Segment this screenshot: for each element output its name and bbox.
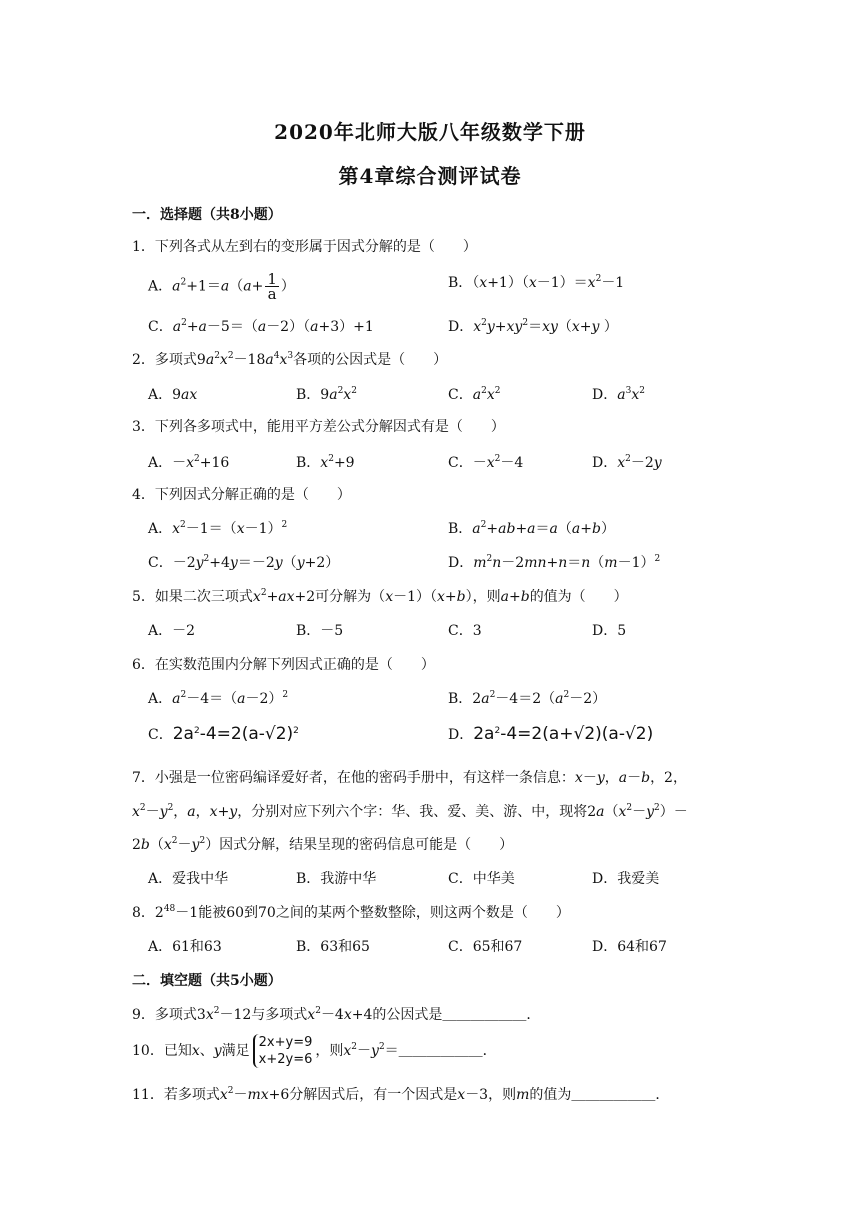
question-3-option-b: B．$x^2+9$ [296,454,355,471]
question-5-option-d: D．5 [592,623,627,639]
question-10: 10．已知x、y满足 2x+y=9 x+2y=6 ，则$x^2-y^2=\_\_\_\_\_\_$． [132,1035,497,1067]
question-5-option-c: C．3 [448,623,482,639]
question-5-stem: 5．如果二次三项式$x^2+ax+2$可分解为（x－1）（x+b），则a+b的值为（ ） [132,588,628,605]
question-5-option-b: B．－5 [296,623,344,639]
question-2-option-b: B．$9a^2x^2$ [296,386,357,403]
question-4-option-b: B．$a^2+ab+a=a(a+b)$ [448,520,615,537]
question-4-stem: 4．下列因式分解正确的是（ ） [132,487,351,503]
question-6-option-c: C．$2a^2-4=2(a-√2)^2$ [148,724,299,744]
question-4-option-a: A．$x^2-1=(x-1)^2$ [148,520,288,537]
question-4-option-c: C．$-2y^2+4y=-2y(y+2)$ [148,554,340,571]
question-6-option-d: D．$2a^2-4=2(a+√2)(a-√2)$ [448,724,654,744]
question-5-option-a: A．－2 [148,623,196,639]
question-2-option-c: C．$a^2x^2$ [448,386,501,403]
question-7-option-a: A．爱我中华 [148,871,229,887]
question-6-option-b: B．$2a^2-4=2(a^2-2)$ [448,690,607,707]
question-3-option-c: C．$-x^2-4$ [448,454,524,471]
question-7-line-1: 7．小强是一位密码编译爱好者，在他的密码手册中，有这样一条信息：x－y，a－b，2， [132,770,687,786]
question-11: 11．若多项式$x^2-mx+6$分解因式后，有一个因式是x－3，则m的值为＿＿＿＿＿＿． [132,1086,670,1103]
question-6-option-a: A．$a^2-4=(a-2)^2$ [148,690,289,707]
question-7-option-d: D．我爱美 [592,871,660,887]
question-1-stem: 1．下列各式从左到右的变形属于因式分解的是（ ） [132,239,477,255]
question-3-stem: 3．下列各多项式中，能用平方差公式分解因式有是（ ） [132,419,505,435]
question-8-option-c: C．65和67 [448,939,523,955]
question-2-option-d: D．$a^3x^2$ [592,386,645,403]
question-4-option-d: D．$m^2n-2mn+n=n(m-1)^2$ [448,554,661,571]
exam-subtitle: 第4章综合测评试卷 [338,164,522,188]
question-3-option-a: A．$-x^2+16$ [148,454,230,471]
question-8-option-d: D．64和67 [592,939,667,955]
question-2-stem: 2．多项式$9a^2x^2-18a^4x^3$各项的公因式是（ ） [132,351,448,368]
question-3-option-d: D．$x^2-2y$ [592,454,662,471]
section-heading-choice: 一．选择题（共8小题） [132,207,282,223]
question-8-stem: 8．$2^{48}-1$能被60到70之间的某两个整数整除，则这两个数是（ ） [132,904,570,921]
question-6-stem: 6．在实数范围内分解下列因式正确的是（ ） [132,657,435,673]
section-heading-fill: 二．填空题（共5小题） [132,973,282,989]
question-7-line-3: $2b(x^2-y^2)$因式分解，结果呈现的密码信息可能是（ ） [132,836,514,853]
equation-system: 2x+y=9 x+2y=6 [253,1034,313,1068]
question-1-option-d: D．$x^2y+xy^2=xy(x+y$ ） [448,318,618,335]
question-8-option-b: B．63和65 [296,939,370,955]
question-2-option-a: A．9ax [148,387,198,403]
question-7-option-c: C．中华美 [448,871,515,887]
question-1-option-c: C．$a^2+a-5=(a-2)(a+3)+1$ [148,318,374,335]
question-9: 9．多项式$3x^2-12$与多项式$x^2-4x+4$的公因式是＿＿＿＿＿＿． [132,1006,541,1023]
question-1-option-a: A．$a^2+1=a(a+$ $\frac{1}{a}$ ） [148,270,295,303]
question-1-option-b: B．$(x+1)(x-1)=x^2-1$ [448,274,625,291]
question-7-line-2: $x^2-y^2$，a，x+y，分别对应下列六个字：华、我、爱、美、游、中，现将$2a(x^2-y^2)-$ [132,803,688,820]
question-8-option-a: A．61和63 [148,939,222,955]
question-7-option-b: B．我游中华 [296,871,377,887]
exam-title: 2020年北师大版八年级数学下册 [274,120,586,144]
